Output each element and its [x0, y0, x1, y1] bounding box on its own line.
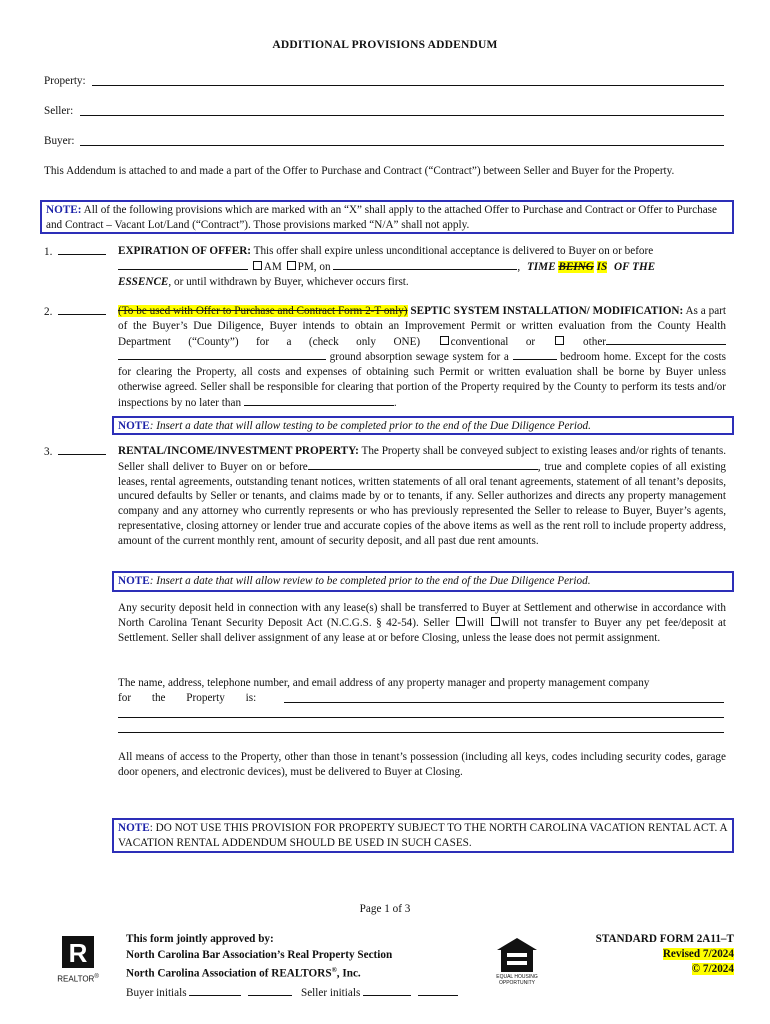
item2-other-blank[interactable]: [606, 334, 726, 345]
realtor-logo-text: REALTOR: [57, 974, 95, 984]
item2-clearing-date-blank[interactable]: [244, 395, 394, 406]
seller-line[interactable]: [80, 115, 724, 116]
item3-note-text: : Insert a date that will allow review to be completed prior to the end of the Due Diligence Period.: [149, 575, 591, 587]
bar-association: North Carolina Bar Association’s Real Property Section: [126, 948, 393, 961]
item1-date-blank[interactable]: [333, 259, 517, 270]
realtor-logo: [54, 934, 102, 984]
buyer-label: Buyer:: [44, 135, 75, 147]
item3-note-box: [112, 571, 734, 592]
item3-deposit-paragraph: [118, 601, 726, 645]
item3-mark-line[interactable]: [58, 444, 106, 455]
realtor-logo-reg: ®: [94, 974, 99, 980]
realtors-inc: , Inc.: [336, 967, 361, 980]
property-line[interactable]: [92, 85, 724, 86]
item2-conventional-label: conventional or: [450, 335, 536, 348]
copyright-date: © 7/2024: [691, 963, 734, 975]
item1-is: IS: [596, 260, 608, 273]
form-title: ADDITIONAL PROVISIONS ADDENDUM: [272, 39, 498, 51]
property-label: Property:: [44, 75, 86, 87]
revised-date: Revised 7/2024: [662, 948, 734, 960]
equal-housing-text: EQUAL HOUSING OPPORTUNITY: [496, 974, 538, 986]
item2-text-c: bedroom home. Except for the costs for clearing the Property, all costs and expenses of obtaining such Permit or written evaluation shall be borne by Buyer unless otherwise agreed. Seller shall be responsible for clearing that portion of the Property required by the County to perform its tests and/or inspections by no later than: [118, 351, 727, 409]
item1-am-checkbox[interactable]: [253, 261, 262, 270]
item1-time-word: TIME: [526, 260, 556, 273]
page-number: Page 1 of 3: [359, 903, 411, 915]
equal-housing-logo: [493, 936, 541, 986]
approved-by: This form jointly approved by:: [126, 933, 274, 945]
item2-note-text: : Insert a date that will allow testing to be completed prior to the end of the Due Diligence Period.: [149, 420, 591, 432]
top-note-text: All of the following provisions which are marked with an “X” shall apply to the attached Offer to Purchase and Contract or Offer to Purchase and Contract – Vacant Lot/Land (“Contract”). Those provisions marked “N/A” shall not apply.: [46, 204, 717, 231]
buyer-field[interactable]: [44, 134, 724, 149]
item2-mark-line[interactable]: [58, 304, 106, 315]
item1-text-a: This offer shall expire unless unconditional acceptance is delivered to Buyer on or before: [251, 245, 654, 257]
seller-initials-blank-1[interactable]: [363, 985, 411, 996]
initials-row: [126, 985, 486, 1001]
item1-being-struck: BEING: [558, 260, 594, 273]
item3-heading: RENTAL/INCOME/INVESTMENT PROPERTY:: [118, 445, 359, 457]
item3-manager-paragraph: [118, 676, 726, 736]
property-field[interactable]: [44, 74, 724, 89]
item3-access-paragraph: All means of access to the Property, other than those in tenant’s possession (including all keys, codes including security codes, garage door openers, and electronic devices), must be delivered to Buyer at Closing.: [118, 751, 726, 778]
item3-will-not-checkbox[interactable]: [491, 617, 500, 626]
realtor-logo-letter: R: [68, 938, 88, 968]
approval-block: [126, 932, 486, 982]
buyer-initials-blank-1[interactable]: [189, 985, 241, 996]
item3-manager-blank-3[interactable]: [118, 722, 724, 733]
item3-number-row: [44, 444, 106, 460]
item3-will-label: will: [466, 616, 485, 629]
item2-body: (To be used with Offer to Purchase and Contract Form 2-T only) SEPTIC SYSTEM INSTALLATION/ MODIFICATION: As a part of the Buyer’s Due Diligence, Buyer intends to obtain an Improvement Permit or written evaluation from the County Health Department (“County”) for a (check only ONE) conventional or other ground absorption sewage system for a bedroom home. Except for the costs for clearing the Property, all costs and expenses of obtaining such Permit or written evaluation shall be borne by Buyer unless otherwise agreed. Seller shall be responsible for clearing that portion of the Property required by the County to perform its tests and/or inspections by no later than .: [118, 305, 727, 409]
form-id: STANDARD FORM 2A11–T: [595, 933, 734, 945]
seller-initials-blank-2[interactable]: [418, 985, 458, 996]
item3-deposit-b: Buyer any pet fee/deposit at Settlement. Seller shall deliver assignment of any lease at or before Closing, unless the lease does not permit assignment.: [118, 616, 727, 644]
buyer-line[interactable]: [80, 145, 724, 146]
item3-text-a: The Property shall be conveyed subject to existing leases and/or rights of tenants. Seller shall deliver to Buyer on or before: [118, 445, 726, 473]
item2-heading: SEPTIC SYSTEM INSTALLATION/ MODIFICATION:: [410, 305, 684, 317]
seller-field[interactable]: [44, 104, 724, 119]
item2-note-label: NOTE: [118, 420, 150, 432]
item3-text-b: , true and complete copies of all existing leases, rental agreements, outstanding tenant notices, written statements of all oral tenant agreements, statement of all tenant’s deposits, uncured defaults by Seller or tenants, and claims made by or to tenants, if any. Seller authorizes and directs any property management company and any attorney who currently represents or who has previously represented the Seller to release to Buyer, Buyer’s agents, representative, closing attorney or lender true and accurate copies of the above items as well as the rent roll to include property address, amount of the current monthly rent, amount of security deposit, and all past due rent amounts.: [118, 460, 727, 547]
item1-mark-line[interactable]: [58, 244, 106, 255]
item1-body: EXPIRATION OF OFFER: This offer shall expire unless unconditional acceptance is delivered to Buyer on or before AM PM, on , TIME BEING IS OF THE ESSENCE, or until withdrawn by Buyer, whichever occurs first.: [118, 245, 656, 288]
item3-bottom-note-box: [112, 818, 734, 853]
item1-pm-label: PM, on: [297, 260, 331, 273]
item2-other-label: other: [583, 335, 607, 348]
item1-number-row: [44, 244, 106, 260]
item2-struck-text: (To be used with Offer to Purchase and Contract Form 2-T only): [118, 305, 408, 317]
item3-will-not-label: will not transfer to: [501, 616, 590, 629]
item3-number: 3.: [44, 446, 53, 458]
buyer-initials-label: Buyer initials: [126, 987, 187, 999]
item2-number: 2.: [44, 306, 53, 318]
item1-text-b: , or until withdrawn by Buyer, whichever occurs first.: [168, 275, 409, 288]
buyer-initials-blank-2[interactable]: [248, 985, 292, 996]
item3-note-label: NOTE: [118, 575, 150, 587]
item1-essence: ESSENCE: [118, 275, 169, 288]
item2-text-b: ground absorption sewage system for a: [329, 351, 509, 364]
item1-number: 1.: [44, 246, 53, 258]
item3-bottom-note-label: NOTE: [118, 822, 150, 834]
item2-number-row: [44, 304, 106, 320]
item1-of-the: OF THE: [613, 260, 656, 273]
intro-paragraph: This Addendum is attached to and made a part of the Offer to Purchase and Contract (“Contract”) between Seller and Buyer for the Property.: [44, 165, 675, 177]
item3-manager-blank-1[interactable]: [284, 692, 724, 703]
item3-bottom-note-text: : DO NOT USE THIS PROVISION FOR PROPERTY SUBJECT TO THE NORTH CAROLINA VACATION RENTAL ACT. A VACATION RENTAL ADDENDUM SHOULD BE USED IN SUCH CASES.: [118, 822, 727, 849]
item3-body: [118, 444, 726, 549]
top-note-label: NOTE:: [46, 204, 82, 216]
item2-system-blank[interactable]: [118, 349, 326, 360]
item2-text-a: As a part of the Buyer’s Due Diligence, Buyer intends to obtain an Improvement Permit or written evaluation from the County Health Department (“County”) for a (check only ONE): [118, 305, 726, 348]
item3-deposit-a: Any security deposit held in connection with any lease(s) shall be transferred to Buyer at Settlement and otherwise in accordance with North Carolina Tenant Security Deposit Act (N.C.G.S. § 42-54). Seller: [118, 602, 726, 629]
item1-am-label: AM: [263, 260, 282, 273]
item1-heading: EXPIRATION OF OFFER:: [118, 245, 252, 257]
realtors-reg: ®: [331, 966, 337, 974]
item3-manager-b: for the Property is:: [118, 691, 257, 704]
seller-initials-label: Seller initials: [300, 987, 361, 999]
item3-manager-blank-2[interactable]: [118, 707, 724, 718]
form-id-block: [560, 932, 734, 977]
item1-pm-checkbox[interactable]: [287, 261, 296, 270]
top-note-box: [40, 200, 734, 234]
seller-label: Seller:: [44, 105, 74, 117]
item1-time-blank[interactable]: [118, 259, 248, 270]
item2-conventional-checkbox[interactable]: [440, 336, 449, 345]
item3-delivery-date-blank[interactable]: [308, 459, 538, 470]
item3-will-checkbox[interactable]: [456, 617, 465, 626]
item2-note-box: [112, 416, 734, 435]
item2-other-checkbox[interactable]: [555, 336, 564, 345]
realtors-association: North Carolina Association of REALTORS: [126, 967, 332, 980]
item3-manager-a: The name, address, telephone number, and email address of any property manager and property management company: [118, 677, 650, 689]
item2-bedroom-blank[interactable]: [513, 349, 557, 360]
